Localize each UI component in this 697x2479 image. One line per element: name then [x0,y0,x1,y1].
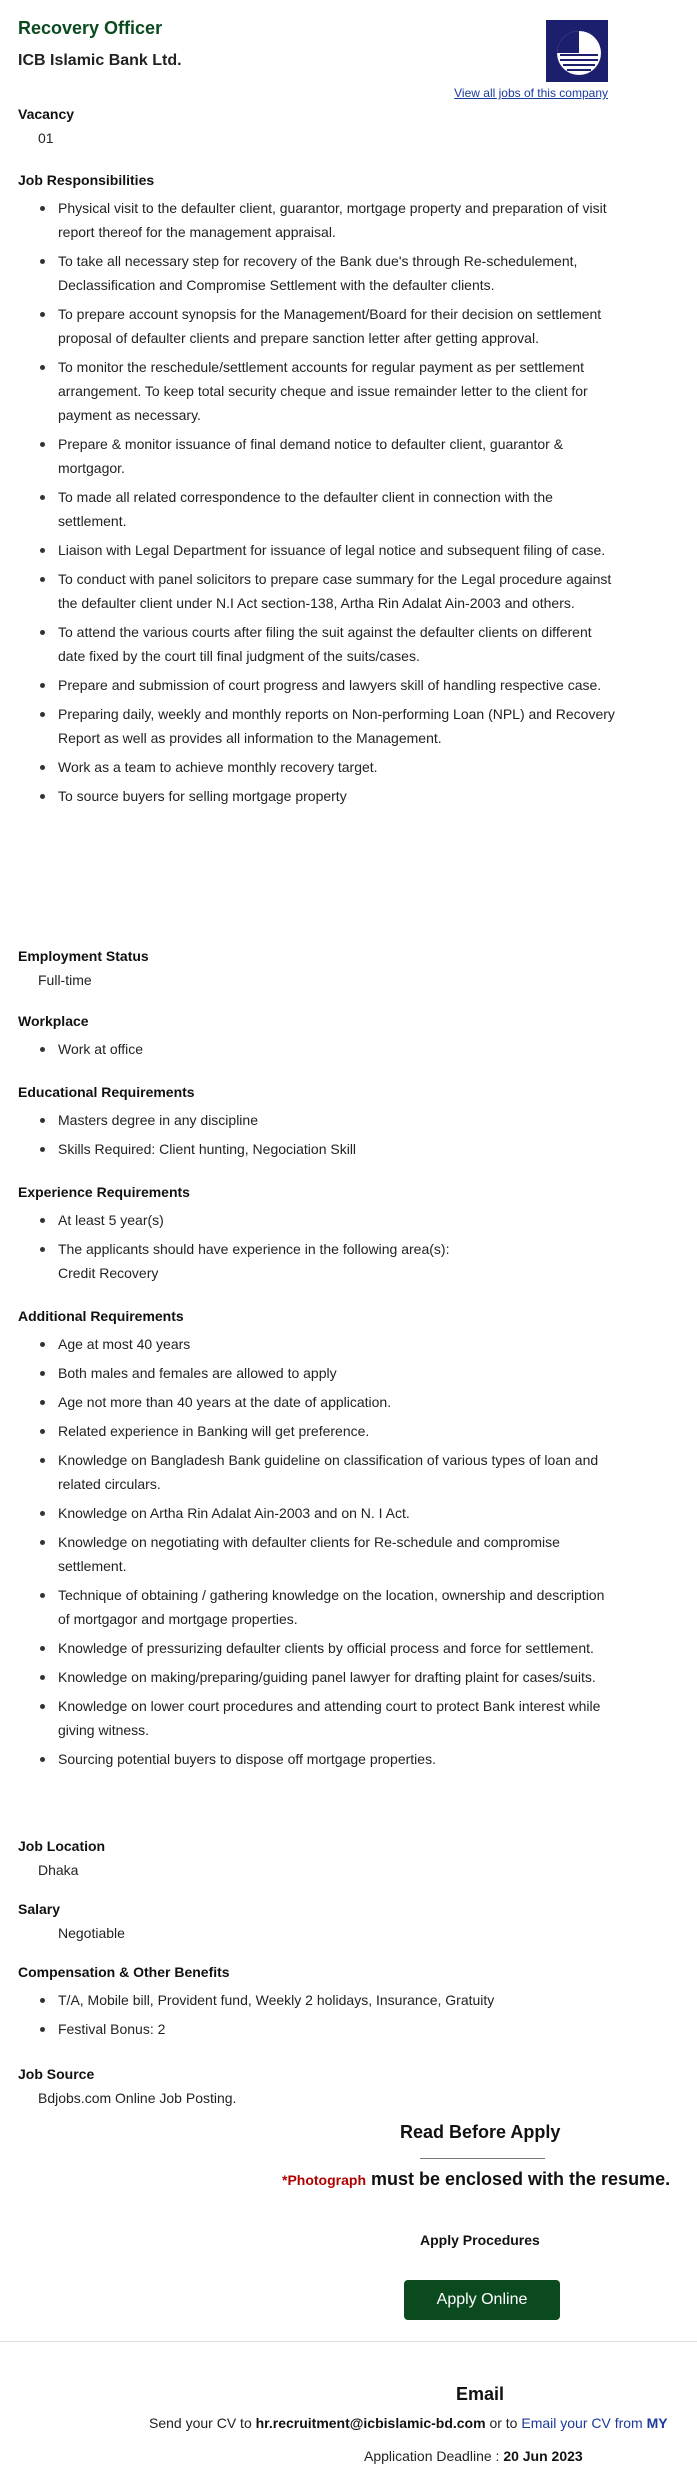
view-all-jobs-link[interactable]: View all jobs of this company [454,86,608,100]
list-item: Festival Bonus: 2 [40,2017,618,2041]
list-item: To attend the various courts after filing the suit against the defaulter clients on different date fixed by the court till final judgment of the suits/cases. [40,620,618,668]
list-item: To source buyers for selling mortgage property [40,784,618,808]
list-item: To take all necessary step for recovery of the Bank due's through Re-schedulement, Declassification and Compromise Settlement with the defaulter clients. [40,249,618,297]
source-section [18,2064,618,2108]
list-item: Age at most 40 years [40,1332,618,1356]
list-item: Work at office [40,1037,618,1061]
send-mid: or to [485,2415,522,2431]
list-item: Physical visit to the defaulter client, guarantor, mortgage property and preparation of visit report thereof for the management appraisal. [40,196,618,244]
education-heading: Educational Requirements [18,1084,195,1100]
photograph-text: must be enclosed with the resume. [366,2169,671,2189]
experience-section [18,1182,618,1290]
salary-value: Negotiable [58,1925,125,1941]
list-item: Knowledge on negotiating with defaulter clients for Re-schedule and compromise settlement. [40,1530,618,1578]
list-item: Both males and females are allowed to apply [40,1361,618,1385]
email-heading: Email [456,2384,505,2404]
additional-heading: Additional Requirements [18,1308,184,1324]
list-item: Knowledge on Artha Rin Adalat Ain-2003 and on N. I Act. [40,1501,618,1525]
photograph-notice [282,2169,670,2190]
additional-section [18,1306,618,1776]
list-item: Knowledge on making/preparing/guiding panel lawyer for drafting plaint for cases/suits. [40,1665,618,1689]
bank-logo-icon [546,20,608,82]
vacancy-value: 01 [38,130,54,146]
list-item: To made all related correspondence to the defaulter client in connection with the settlement. [40,485,618,533]
list-item: Sourcing potential buyers to dispose off mortgage properties. [40,1747,618,1771]
list-item: To prepare account synopsis for the Management/Board for their decision on settlement proposal of defaulter clients and prepare sanction letter after getting approval. [40,302,618,350]
benefits-list [18,1988,618,2041]
list-item: To conduct with panel solicitors to prepare case summary for the Legal procedure against the defaulter client under N.I Act section-138, Artha Rin Adalat Ain-2003 and others. [40,567,618,615]
divider [420,2158,545,2159]
list-item: Skills Required: Client hunting, Negociation Skill [40,1137,618,1161]
company-name: ICB Islamic Bank Ltd. [18,52,182,69]
divider [0,2341,697,2342]
responsibilities-heading: Job Responsibilities [18,172,155,188]
experience-heading: Experience Requirements [18,1184,190,1200]
deadline-label: Application Deadline : [364,2448,504,2464]
source-value: Bdjobs.com Online Job Posting. [38,2090,237,2106]
employment-status-value: Full-time [38,972,92,988]
list-item: Preparing daily, weekly and monthly reports on Non-performing Loan (NPL) and Recovery Report as well as provides all information to the Management. [40,702,618,750]
employment-status-section [18,946,618,990]
list-item: Masters degree in any discipline [40,1108,618,1132]
location-section [18,1836,618,1880]
list-item: Work as a team to achieve monthly recovery target. [40,755,618,779]
recruitment-email[interactable]: hr.recruitment@icbislamic-bd.com [255,2415,486,2431]
deadline-date: 20 Jun 2023 [503,2448,583,2464]
send-prefix: Send your CV to [149,2415,256,2431]
list-item: Related experience in Banking will get preference. [40,1419,618,1443]
workplace-list [18,1037,618,1061]
experience-list [18,1208,618,1285]
list-item: At least 5 year(s) [40,1208,618,1232]
location-heading: Job Location [18,1838,106,1854]
apply-procedures-heading: Apply Procedures [420,2232,540,2248]
responsibilities-section [18,170,618,813]
additional-list [18,1332,618,1771]
employment-status-heading: Employment Status [18,948,149,964]
workplace-section [18,1011,618,1066]
list-item: Age not more than 40 years at the date of application. [40,1390,618,1414]
vacancy-heading: Vacancy [18,106,75,122]
list-item: T/A, Mobile bill, Provident fund, Weekly 2 holidays, Insurance, Gratuity [40,1988,618,2012]
source-heading: Job Source [18,2066,95,2082]
experience-areas-label: The applicants should have experience in the following area(s): [58,1241,450,1257]
benefits-section [18,1962,618,2046]
send-cv-line [149,2415,668,2431]
education-section [18,1082,618,1166]
email-cv-link[interactable]: Email your CV from [521,2415,643,2431]
apply-online-button[interactable]: Apply Online [404,2280,560,2320]
experience-area-value: Credit Recovery [58,1265,159,1281]
location-value: Dhaka [38,1862,79,1878]
list-item: Liaison with Legal Department for issuance of legal notice and subsequent filing of case. [40,538,618,562]
workplace-heading: Workplace [18,1013,89,1029]
list-item: Knowledge on Bangladesh Bank guideline on classification of various types of loan and related circulars. [40,1448,618,1496]
list-item: Technique of obtaining / gathering knowledge on the location, ownership and description of mortgagor and mortgage properties. [40,1583,618,1631]
read-before-apply-heading: Read Before Apply [400,2122,561,2142]
responsibilities-list [18,196,618,808]
salary-section [18,1899,618,1943]
benefits-heading: Compensation & Other Benefits [18,1964,230,1980]
job-title: Recovery Officer [18,18,163,38]
list-item: Prepare and submission of court progress and lawyers skill of handling respective case. [40,673,618,697]
my-bdjobs-link[interactable]: MY [642,2415,668,2431]
photograph-label: *Photograph [282,2172,366,2188]
salary-heading: Salary [18,1901,61,1917]
education-list [18,1108,618,1161]
vacancy-section [18,104,618,148]
list-item: Knowledge of pressurizing defaulter clients by official process and force for settlement. [40,1636,618,1660]
list-item [40,1237,618,1285]
list-item: Prepare & monitor issuance of final demand notice to defaulter client, guarantor & mortgagor. [40,432,618,480]
list-item: To monitor the reschedule/settlement accounts for regular payment as per settlement arrangement. To keep total security cheque and issue remainder letter to the client for payment as necessary. [40,355,618,427]
list-item: Knowledge on lower court procedures and attending court to protect Bank interest while giving witness. [40,1694,618,1742]
application-deadline [364,2448,583,2464]
